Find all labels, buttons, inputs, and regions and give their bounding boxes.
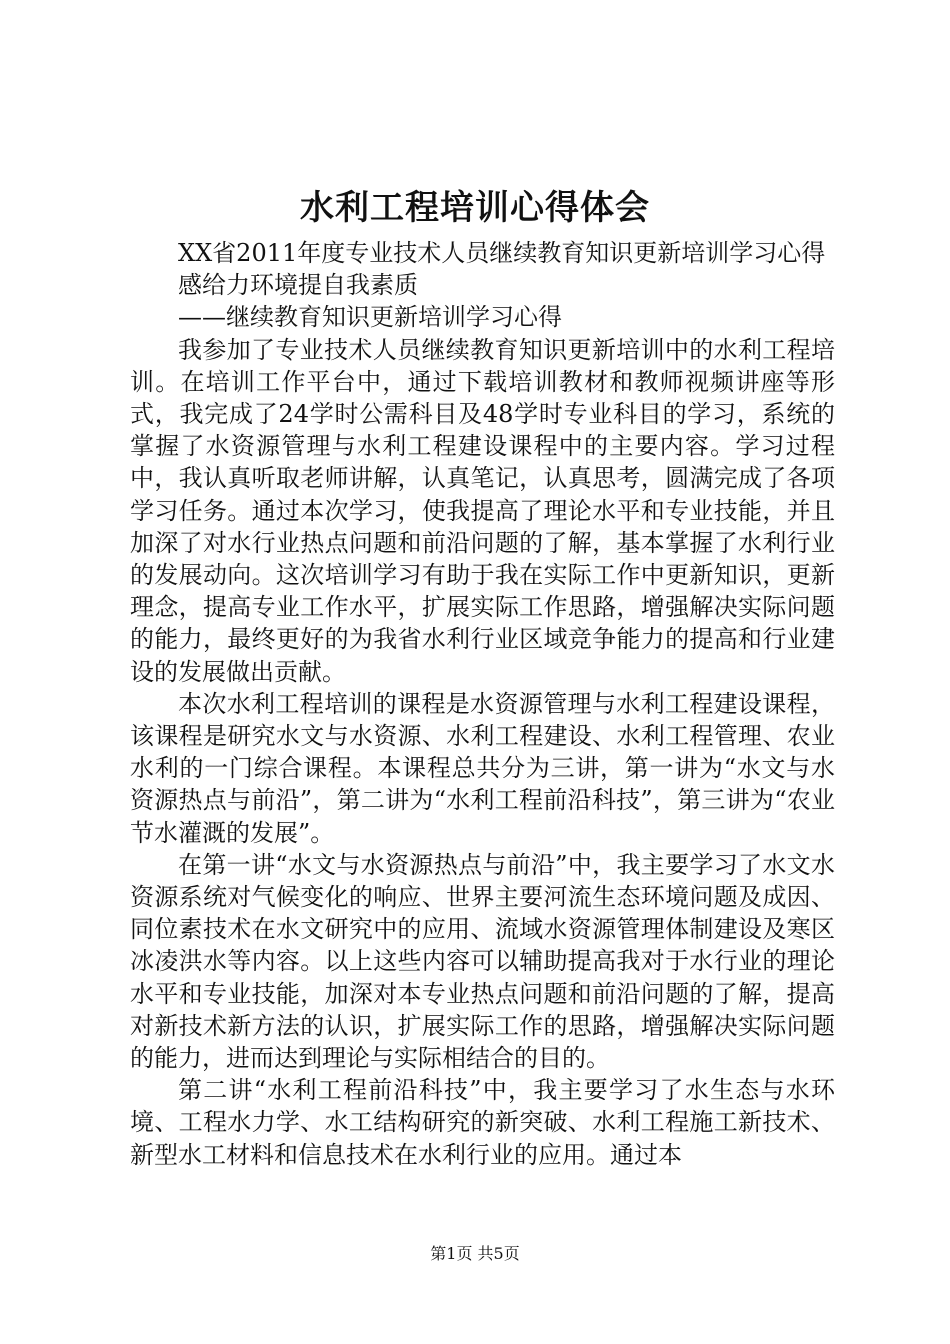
paragraph-subtitle-dash: ——继续教育知识更新培训学习心得	[178, 303, 562, 332]
paragraph-lecture-one: 在第一讲“水文与水资源热点与前沿”中，我主要学习了水文水资源系统对气候变化的响应、世界主要河流生态环境问题及成因、同位素技术在水文研究中的应用、流域水资源管理体制建设及寒区冰凌洪水等内容。以上这些内容可以辅助提高我对于水行业的理论水平和专业技能，加深对本专业热点问题和前沿问题的了解，提高对新技术新方法的认识，扩展实际工作的思路，增强解决实际问题的能力，进而达到理论与实际相结合的目的。	[130, 850, 835, 1073]
document-title: 水利工程培训心得体会	[300, 188, 650, 228]
paragraph-heading-line: XX省2011年度专业技术人员继续教育知识更新培训学习心得	[178, 239, 826, 267]
document-body	[130, 237, 835, 1171]
page-number-footer: 第1页 共5页	[430, 1244, 520, 1263]
paragraph-subtitle: 感给力环境提自我素质	[178, 271, 418, 300]
paragraph-course-overview: 本次水利工程培训的课程是水资源管理与水利工程建设课程，该课程是研究水文与水资源、水利工程建设、水利工程管理、农业水利的一门综合课程。本课程总共分为三讲，第一讲为“水文与水资源热点与前沿”，第二讲为“水利工程前沿科技”，第三讲为“农业节水灌溉的发展”。	[130, 689, 835, 847]
paragraph-intro: 我参加了专业技术人员继续教育知识更新培训中的水利工程培训。在培训工作平台中，通过下载培训教材和教师视频讲座等形式，我完成了24学时公需科目及48学时专业科目的学习，系统的掌握了水资源管理与水利工程建设课程中的主要内容。学习过程中，我认真听取老师讲解，认真笔记，认真思考，圆满完成了各项学习任务。通过本次学习，使我提高了理论水平和专业技能，并且加深了对水行业热点问题和前沿问题的了解，基本掌握了水利行业的发展动向。这次培训学习有助于我在实际工作中更新知识，更新理念，提高专业工作水平，扩展实际工作思路，增强解决实际问题的能力，最终更好的为我省水利行业区域竞争能力的提高和行业建设的发展做出贡献。	[130, 335, 835, 686]
paragraph-lecture-two: 第二讲“水利工程前沿科技”中，我主要学习了水生态与水环境、工程水力学、水工结构研究的新突破、水利工程施工新技术、新型水工材料和信息技术在水利行业的应用。通过本	[130, 1076, 835, 1169]
